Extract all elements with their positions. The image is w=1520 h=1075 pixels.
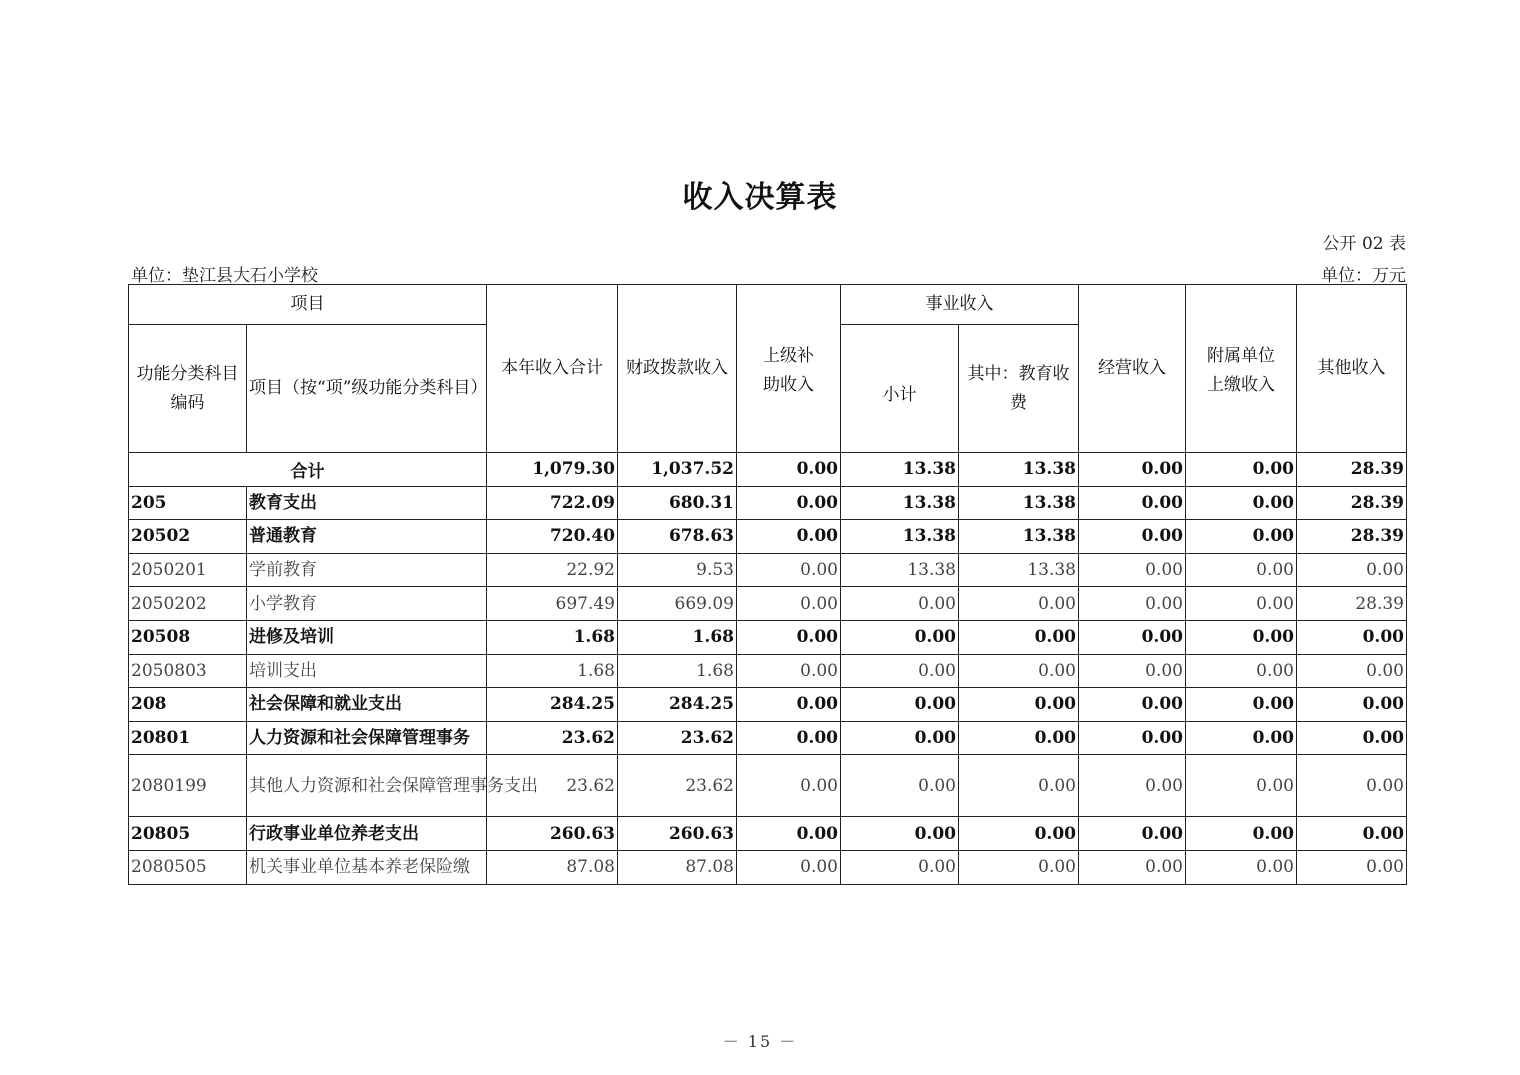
row-name: 培训支出 xyxy=(247,654,487,688)
row-value: 13.38 xyxy=(959,486,1079,520)
header-superior-subsidy: 上级补助收入 xyxy=(737,285,841,453)
row-value: 0.00 xyxy=(959,688,1079,722)
row-value: 28.39 xyxy=(1297,520,1407,554)
row-value: 13.38 xyxy=(959,520,1079,554)
table-row xyxy=(129,850,1407,884)
row-code: 20502 xyxy=(129,520,247,554)
table-row xyxy=(129,654,1407,688)
currency-unit: 单位：万元 xyxy=(1321,266,1406,286)
row-value: 0.00 xyxy=(1186,755,1297,817)
row-value: 0.00 xyxy=(1297,721,1407,755)
row-value: 720.40 xyxy=(487,520,618,554)
row-name: 人力资源和社会保障管理事务 xyxy=(247,721,487,755)
row-value: 0.00 xyxy=(1297,654,1407,688)
row-value: 23.62 xyxy=(618,755,737,817)
page-number: － 15 － xyxy=(722,1032,798,1051)
header-function-code: 功能分类科目编码 xyxy=(129,325,247,453)
row-value: 697.49 xyxy=(487,587,618,621)
row-value: 0.00 xyxy=(1186,817,1297,851)
row-value: 0.00 xyxy=(1297,688,1407,722)
income-final-accounts-table xyxy=(128,284,1407,885)
row-value: 0.00 xyxy=(1186,850,1297,884)
row-value: 0.00 xyxy=(737,520,841,554)
row-value: 0.00 xyxy=(1079,721,1186,755)
row-value: 260.63 xyxy=(618,817,737,851)
table-row xyxy=(129,587,1407,621)
row-value: 23.62 xyxy=(487,721,618,755)
row-value: 13.38 xyxy=(841,520,959,554)
table-row xyxy=(129,755,1407,817)
row-value: 0.00 xyxy=(1079,553,1186,587)
row-value: 1.68 xyxy=(618,654,737,688)
reporting-unit: 单位：垫江县大石小学校 xyxy=(131,266,318,286)
table-row xyxy=(129,553,1407,587)
row-code: 208 xyxy=(129,688,247,722)
row-name: 教育支出 xyxy=(247,486,487,520)
row-code: 2080505 xyxy=(129,850,247,884)
row-value: 0.00 xyxy=(959,654,1079,688)
row-value: 28.39 xyxy=(1297,486,1407,520)
row-name: 其他人力资源和社会保障管理事务支出 xyxy=(247,755,487,817)
row-value: 0.00 xyxy=(737,688,841,722)
row-name: 学前教育 xyxy=(247,553,487,587)
row-value: 0.00 xyxy=(1186,553,1297,587)
page-title: 收入决算表 xyxy=(682,180,838,215)
table-body xyxy=(129,453,1407,885)
row-code: 20508 xyxy=(129,620,247,654)
row-value: 0.00 xyxy=(737,553,841,587)
row-value: 0.00 xyxy=(1079,850,1186,884)
row-value: 0.00 xyxy=(841,721,959,755)
total-value: 13.38 xyxy=(959,453,1079,487)
row-value: 0.00 xyxy=(1186,486,1297,520)
row-value: 0.00 xyxy=(1297,817,1407,851)
row-name: 小学教育 xyxy=(247,587,487,621)
row-name: 行政事业单位养老支出 xyxy=(247,817,487,851)
row-value: 23.62 xyxy=(618,721,737,755)
row-value: 0.00 xyxy=(841,587,959,621)
total-label: 合计 xyxy=(129,453,487,487)
row-value: 0.00 xyxy=(1079,486,1186,520)
row-value: 0.00 xyxy=(737,654,841,688)
row-value: 0.00 xyxy=(841,620,959,654)
row-value: 0.00 xyxy=(841,755,959,817)
row-value: 0.00 xyxy=(737,486,841,520)
row-value: 9.53 xyxy=(618,553,737,587)
row-value: 0.00 xyxy=(959,817,1079,851)
row-value: 0.00 xyxy=(737,755,841,817)
row-value: 0.00 xyxy=(841,850,959,884)
total-value: 28.39 xyxy=(1297,453,1407,487)
row-value: 0.00 xyxy=(1297,755,1407,817)
row-value: 0.00 xyxy=(959,587,1079,621)
row-value: 0.00 xyxy=(1079,817,1186,851)
row-value: 0.00 xyxy=(737,587,841,621)
row-value: 28.39 xyxy=(1297,587,1407,621)
row-name: 社会保障和就业支出 xyxy=(247,688,487,722)
table-row xyxy=(129,817,1407,851)
total-value: 0.00 xyxy=(1079,453,1186,487)
total-value: 1,037.52 xyxy=(618,453,737,487)
table-row xyxy=(129,486,1407,520)
row-value: 0.00 xyxy=(1186,654,1297,688)
total-value: 0.00 xyxy=(737,453,841,487)
row-value: 13.38 xyxy=(959,553,1079,587)
row-value: 0.00 xyxy=(1186,520,1297,554)
total-row xyxy=(129,453,1407,487)
row-value: 0.00 xyxy=(1297,553,1407,587)
row-value: 87.08 xyxy=(618,850,737,884)
row-value: 0.00 xyxy=(737,850,841,884)
header-total-income: 本年收入合计 xyxy=(487,285,618,453)
row-value: 0.00 xyxy=(1297,850,1407,884)
row-code: 2080199 xyxy=(129,755,247,817)
row-value: 0.00 xyxy=(1186,688,1297,722)
row-value: 0.00 xyxy=(841,654,959,688)
row-name: 机关事业单位基本养老保险缴 xyxy=(247,850,487,884)
header-operating-income: 经营收入 xyxy=(1079,285,1186,453)
header-item-name: 项目（按“项”级功能分类科目） xyxy=(247,325,487,453)
row-value: 0.00 xyxy=(1079,688,1186,722)
total-value: 13.38 xyxy=(841,453,959,487)
header-other-income: 其他收入 xyxy=(1297,285,1407,453)
header-affiliated-unit-income: 附属单位上缴收入 xyxy=(1186,285,1297,453)
row-value: 0.00 xyxy=(1079,587,1186,621)
header-career-income-group: 事业收入 xyxy=(841,285,1079,325)
row-value: 22.92 xyxy=(487,553,618,587)
row-value: 23.62 xyxy=(487,755,618,817)
total-value: 0.00 xyxy=(1186,453,1297,487)
row-value: 0.00 xyxy=(1079,755,1186,817)
table-row xyxy=(129,620,1407,654)
row-value: 0.00 xyxy=(1186,587,1297,621)
total-value: 1,079.30 xyxy=(487,453,618,487)
form-number: 公开 02 表 xyxy=(1322,234,1406,254)
row-value: 0.00 xyxy=(737,721,841,755)
row-value: 260.63 xyxy=(487,817,618,851)
row-value: 0.00 xyxy=(737,817,841,851)
table-row xyxy=(129,688,1407,722)
row-value: 0.00 xyxy=(1186,721,1297,755)
header-career-education-fee: 其中：教育收费 xyxy=(959,325,1079,453)
header-career-subtotal: 小计 xyxy=(841,325,959,453)
row-code: 20801 xyxy=(129,721,247,755)
row-value: 0.00 xyxy=(959,755,1079,817)
row-value: 0.00 xyxy=(1186,620,1297,654)
row-code: 205 xyxy=(129,486,247,520)
row-value: 0.00 xyxy=(1079,654,1186,688)
row-value: 87.08 xyxy=(487,850,618,884)
row-value: 680.31 xyxy=(618,486,737,520)
row-value: 13.38 xyxy=(841,553,959,587)
header-project-group: 项目 xyxy=(129,285,487,325)
table-row xyxy=(129,520,1407,554)
row-name: 进修及培训 xyxy=(247,620,487,654)
row-value: 13.38 xyxy=(841,486,959,520)
row-value: 678.63 xyxy=(618,520,737,554)
row-name: 普通教育 xyxy=(247,520,487,554)
row-code: 2050202 xyxy=(129,587,247,621)
row-value: 0.00 xyxy=(959,721,1079,755)
row-value: 0.00 xyxy=(959,850,1079,884)
table-row xyxy=(129,721,1407,755)
row-value: 0.00 xyxy=(1079,520,1186,554)
row-code: 2050803 xyxy=(129,654,247,688)
row-code: 20805 xyxy=(129,817,247,851)
row-value: 284.25 xyxy=(487,688,618,722)
row-value: 1.68 xyxy=(487,654,618,688)
row-value: 722.09 xyxy=(487,486,618,520)
row-value: 1.68 xyxy=(487,620,618,654)
row-value: 1.68 xyxy=(618,620,737,654)
row-value: 0.00 xyxy=(841,688,959,722)
header-fiscal-allocation: 财政拨款收入 xyxy=(618,285,737,453)
row-code: 2050201 xyxy=(129,553,247,587)
row-value: 284.25 xyxy=(618,688,737,722)
row-value: 669.09 xyxy=(618,587,737,621)
row-value: 0.00 xyxy=(841,817,959,851)
row-value: 0.00 xyxy=(959,620,1079,654)
row-value: 0.00 xyxy=(1079,620,1186,654)
row-value: 0.00 xyxy=(1297,620,1407,654)
row-value: 0.00 xyxy=(737,620,841,654)
